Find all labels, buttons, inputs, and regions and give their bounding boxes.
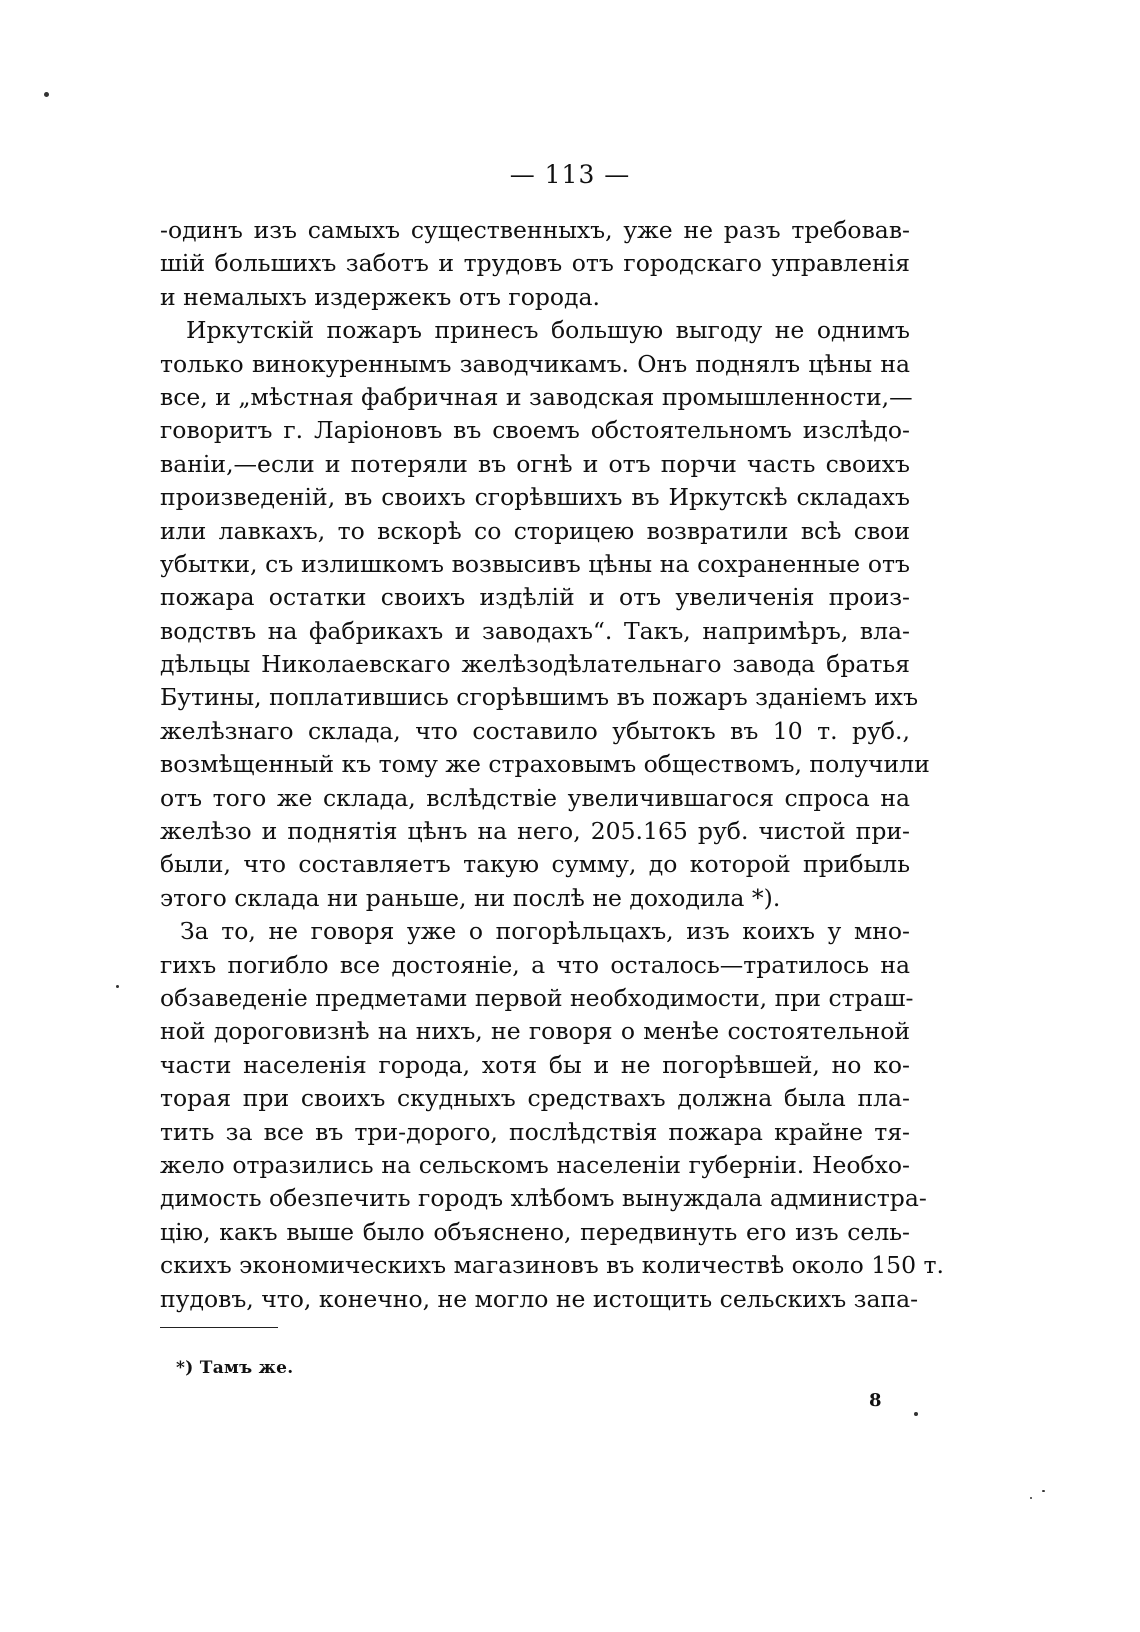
scan-speck (1030, 1497, 1032, 1499)
signature-mark: 8 (869, 1390, 882, 1411)
scan-speck (914, 1412, 918, 1416)
paragraph-1 (160, 214, 910, 314)
scan-speck (44, 92, 49, 97)
text-line: Иркутскій пожаръ принесъ большую выгоду не однимъ (186, 316, 910, 345)
text-line: ваніи,—если и потеряли въ огнѣ и отъ порчи часть своихъ (160, 449, 910, 478)
scan-speck (1042, 1490, 1045, 1492)
paragraph-2 (160, 314, 930, 915)
text-line: обзаведеніе предметами первой необходимости, при страш- (160, 983, 914, 1012)
text-line: цію, какъ выше было объяснено, передвинуть его изъ сель- (160, 1217, 910, 1246)
text-line: гихъ погибло все достояніе, а что осталось—тратилось на (160, 950, 910, 979)
text-line: пудовъ, что, конечно, не могло не истощить сельскихъ запа- (160, 1284, 919, 1313)
text-line: отъ того же склада, вслѣдствіе увеличившагося спроса на (160, 783, 910, 812)
text-line: все, и „мѣстная фабричная и заводская промышленности,— (160, 382, 913, 411)
text-line: водствъ на фабрикахъ и заводахъ“. Такъ, напримѣръ, вла- (160, 616, 910, 645)
text-line: шій большихъ заботъ и трудовъ отъ городскаго управленія (160, 249, 910, 278)
text-line: скихъ экономическихъ магазиновъ въ количествѣ около 150 т. (160, 1251, 945, 1280)
text-line: этого склада ни раньше, ни послѣ не доходила *). (160, 883, 781, 912)
text-line: только винокуреннымъ заводчикамъ. Онъ поднялъ цѣны на (160, 349, 910, 378)
text-line: жело отразились на сельскомъ населеніи губерніи. Необхо- (160, 1150, 910, 1179)
text-line: торая при своихъ скудныхъ средствахъ должна была пла- (160, 1084, 910, 1113)
text-line: пожара остатки своихъ издѣлій и отъ увеличенія произ- (160, 583, 910, 612)
text-line: возмѣщенный къ тому же страховымъ обществомъ, получили (160, 750, 930, 779)
text-line: и немалыхъ издержекъ отъ города. (160, 282, 601, 311)
body-text (160, 214, 945, 1316)
text-line: или лавкахъ, то вскорѣ со сторицею возвратили всѣ свои (160, 516, 910, 545)
footnote: *) Тамъ же. (176, 1358, 294, 1378)
text-line: За то, не говоря уже о погорѣльцахъ, изъ коихъ у мно- (180, 917, 910, 946)
text-line: желѣзнаго склада, что составило убытокъ въ 10 т. руб., (160, 716, 910, 745)
page-number-header: — 113 — (509, 160, 631, 189)
paragraph-3 (160, 915, 945, 1316)
scan-speck (116, 985, 119, 988)
footnote-divider (160, 1327, 278, 1328)
text-line: были, что составляетъ такую сумму, до которой прибыль (160, 850, 910, 879)
text-line: -одинъ изъ самыхъ существенныхъ, уже не разъ требовав- (160, 216, 910, 244)
text-line: части населенія города, хотя бы и не погорѣвшей, но ко- (160, 1050, 910, 1079)
text-line: ной дороговизнѣ на нихъ, не говоря о менѣе состоятельной (160, 1017, 910, 1046)
text-line: желѣзо и поднятія цѣнъ на него, 205.165 руб. чистой при- (160, 817, 910, 846)
text-line: говоритъ г. Ларіоновъ въ своемъ обстоятельномъ изслѣдо- (160, 416, 910, 445)
text-line: дѣльцы Николаевскаго желѣзодѣлательнаго завода братья (160, 650, 910, 679)
text-line: тить за все въ три-дорого, послѣдствія пожара крайне тя- (160, 1117, 910, 1146)
text-line: Бутины, поплатившись сгорѣвшимъ въ пожаръ зданіемъ ихъ (160, 683, 919, 712)
text-line: произведеній, въ своихъ сгорѣвшихъ въ Иркутскѣ складахъ (160, 483, 910, 512)
text-line: димость обезпечить городъ хлѣбомъ вынуждала администра- (160, 1184, 927, 1213)
text-line: убытки, съ излишкомъ возвысивъ цѣны на сохраненные отъ (160, 549, 910, 578)
